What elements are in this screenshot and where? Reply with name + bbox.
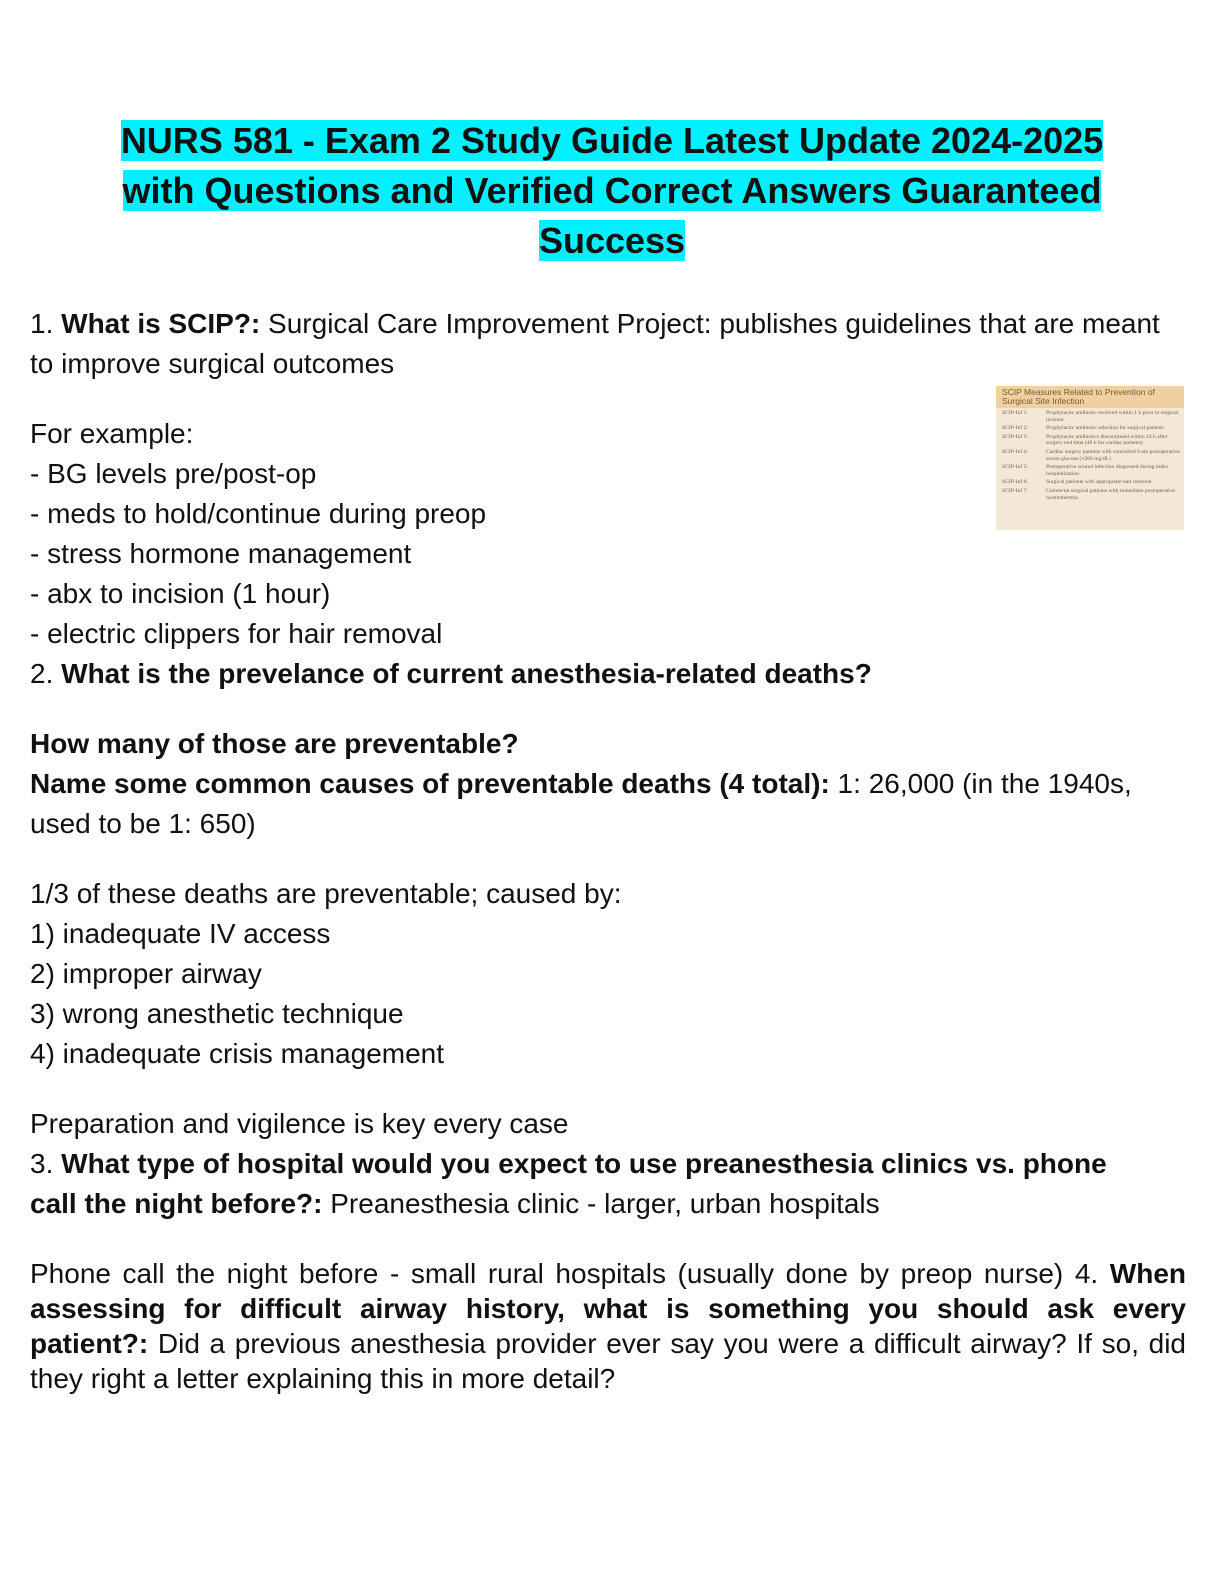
figure-row: SCIP-Inf 2: Prophylactic antibiotic selection for surgical patients: [1002, 425, 1164, 432]
title-line-2: with Questions and Verified Correct Answers Guaranteed: [122, 170, 1102, 211]
q1-item-1: - BG levels pre/post-op: [30, 458, 317, 489]
q1-paragraph: [30, 304, 1165, 384]
q2-cause-3: 3) wrong anesthetic technique: [30, 998, 404, 1029]
q3-q4-paragraph: [30, 1256, 1186, 1396]
q2-question-a: 2. What is the prevelance of current anesthesia-related deaths?: [30, 658, 872, 689]
q1-item-3: - stress hormone management: [30, 538, 412, 569]
title-line-1: NURS 581 - Exam 2 Study Guide Latest Update 2024-2025: [120, 120, 1104, 161]
q3-question: What type of hospital would you expect to use preanesthesia clinics vs. phone call the night before?:: [30, 1148, 1107, 1219]
q1-item-4: - abx to incision (1 hour): [30, 578, 331, 609]
title-line-3: Success: [538, 220, 686, 261]
q1-item-2: - meds to hold/continue during preop: [30, 498, 487, 529]
figure-title: SCIP Measures Related to Prevention of Surgical Site Infection: [996, 386, 1184, 408]
q3-answer-2: Phone call the night before - small rural hospitals (usually done by preop nurse): [30, 1258, 1075, 1289]
figure-row: SCIP-Inf 5: Postoperative wound infection diagnosed during index hospitalization: [1002, 464, 1169, 477]
q1-question: What is SCIP?:: [61, 308, 261, 339]
q4-number: 4.: [1074, 1258, 1099, 1289]
figure-row: SCIP-Inf 3: Prophylactic antibiotics discontinued within 24 h after surgery end time (48 h for cardiac patients): [1002, 433, 1168, 447]
q1-example-label: For example:: [30, 418, 194, 449]
figure-row: SCIP-Inf 1: Prophylactic antibiotic received within 1 h prior to surgical incision: [1002, 410, 1179, 423]
q2-cause-4: 4) inadequate crisis management: [30, 1038, 445, 1069]
q1-answer: Surgical Care Improvement Project: publishes guidelines that are meant to improve surgical outcomes: [30, 308, 1160, 379]
q2-note: Preparation and vigilence is key every case: [30, 1108, 569, 1139]
q2-number: 2.: [30, 658, 62, 689]
q1-number: 1.: [30, 308, 62, 339]
document-title: [30, 116, 1194, 266]
q2-question-c: Name some common causes of preventable deaths (4 total): 1: 26,000 (in the 1940s, used to be 1: 650): [30, 768, 1132, 839]
q3-answer: Preanesthesia clinic - larger, urban hospitals: [322, 1188, 880, 1219]
q4-answer: Did a previous anesthesia provider ever say you were a difficult airway? If so, did they right a letter explaining this in more detail?: [30, 1328, 1186, 1394]
q2-answer: 1: 26,000 (in the 1940s, used to be 1: 650): [30, 768, 1132, 839]
q2-cause-2: 2) improper airway: [30, 958, 262, 989]
q4-question: When assessing for difficult airway history, what is something you should ask every patient?:: [30, 1258, 1186, 1359]
q2-intro: 1/3 of these deaths are preventable; caused by:: [30, 878, 622, 909]
figure-row: SCIP-Inf 4: Cardiac surgery patients with controlled 6 am postoperative serum glucose (≤200 mg/dL): [1002, 448, 1180, 462]
q3-paragraph: [30, 1144, 1150, 1224]
q2-cause-1: 1) inadequate IV access: [30, 918, 331, 949]
scip-measures-figure: [996, 386, 1184, 530]
q3-number: 3.: [30, 1148, 62, 1179]
figure-row: SCIP-Inf 7: Colorectal surgical patients with immediate postoperative normothermia: [1002, 487, 1175, 501]
q2-question-b: How many of those are preventable?: [30, 728, 519, 759]
q1-item-5: - electric clippers for hair removal: [30, 618, 443, 649]
figure-row: SCIP-Inf 6: Surgical patients with appropriate hair removal: [1002, 479, 1152, 486]
